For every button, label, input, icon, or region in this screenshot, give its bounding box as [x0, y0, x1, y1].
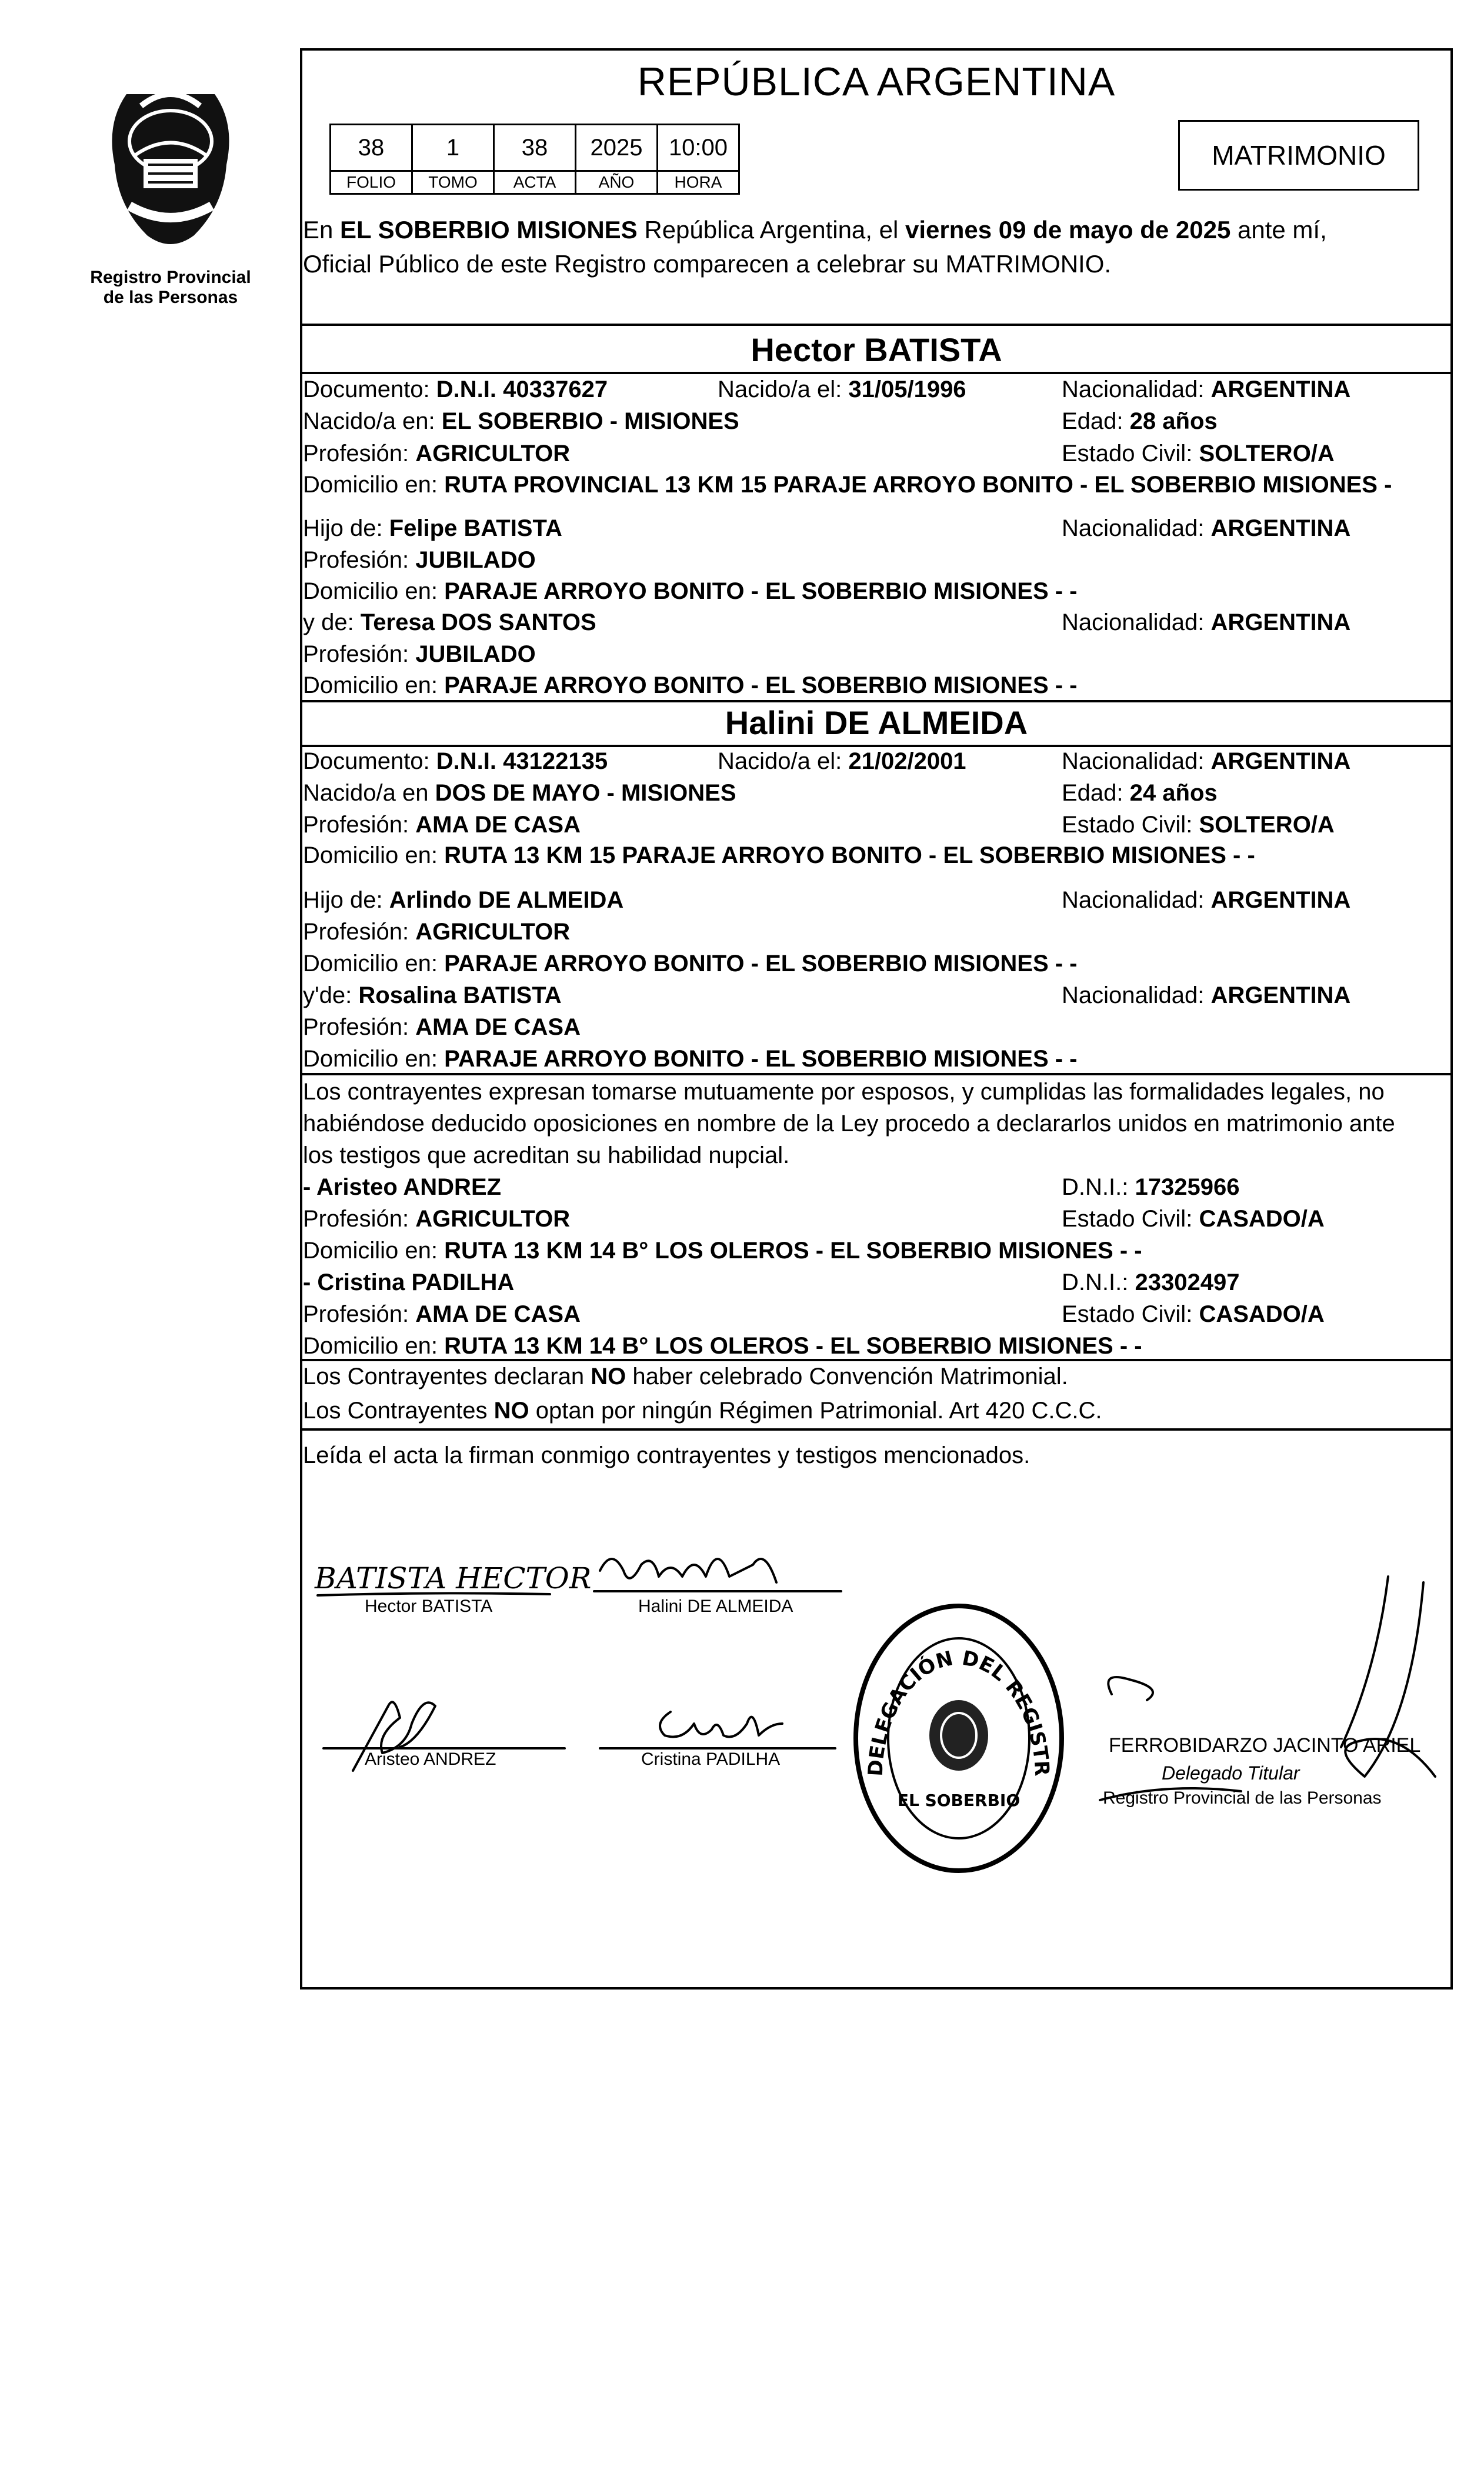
spouse2-born: Nacido/a el: 21/02/2001: [718, 748, 966, 774]
spouse2-birthplace: Nacido/a en DOS DE MAYO - MISIONES: [303, 780, 736, 806]
spouse1-profession: Profesión: AGRICULTOR: [303, 441, 571, 466]
spouse1-father-profession: Profesión: JUBILADO: [303, 547, 536, 573]
witness2-dni: D.N.I.: 23302497: [1062, 1269, 1240, 1295]
witness2-address: Domicilio en: RUTA 13 KM 14 B° LOS OLEROS - EL SOBERBIO MISIONES - -: [303, 1333, 1142, 1359]
spouse1-name: Hector BATISTA: [751, 331, 1002, 368]
spouse2-profession: Profesión: AMA DE CASA: [303, 812, 581, 838]
spouse1-mother-profession: Profesión: JUBILADO: [303, 641, 536, 667]
spouse2-father-profession: Profesión: AGRICULTOR: [303, 919, 571, 945]
witness2-profession: Profesión: AMA DE CASA: [303, 1301, 581, 1327]
official-seal-stamp: [847, 1600, 1071, 1877]
signature-label-aristeo: Aristeo ANDREZ: [365, 1749, 496, 1769]
intro-line-2: Oficial Público de este Registro comparecen a celebrar su MATRIMONIO.: [303, 250, 1112, 278]
spouse2-age: Edad: 24 años: [1062, 780, 1218, 806]
regime-line-2: Los Contrayentes NO optan por ningún Régimen Patrimonial. Art 420 C.C.C.: [303, 1398, 1102, 1424]
signature-label-halini: Halini DE ALMEIDA: [638, 1597, 793, 1616]
anio-value: 2025: [576, 125, 658, 171]
witness1-address: Domicilio en: RUTA 13 KM 14 B° LOS OLEROS - EL SOBERBIO MISIONES - -: [303, 1238, 1142, 1264]
ceremony-line-1: Los contrayentes expresan tomarse mutuamente por esposos, y cumplidas las formalidades legales, no: [303, 1079, 1385, 1105]
page-title: REPÚBLICA ARGENTINA: [637, 59, 1116, 104]
spouse1-mother-nationality: Nacionalidad: ARGENTINA: [1062, 609, 1351, 635]
tomo-value: 1: [412, 125, 494, 171]
divider: [300, 1428, 1453, 1431]
divider: [300, 324, 1453, 326]
spouse1-doc: Documento: D.N.I. 40337627: [303, 376, 608, 402]
svg-text:EL SOBERBIO: EL SOBERBIO: [897, 1791, 1021, 1810]
witness2-civil-status: Estado Civil: CASADO/A: [1062, 1301, 1325, 1327]
spouse2-mother-profession: Profesión: AMA DE CASA: [303, 1014, 581, 1040]
divider: [300, 1073, 1453, 1075]
spouse2-doc: Documento: D.N.I. 43122135: [303, 748, 608, 774]
hora-label: HORA: [658, 171, 739, 194]
closing-text: Leída el acta la firman conmigo contrayentes y testigos mencionados.: [303, 1442, 1031, 1468]
signature-label-cristina: Cristina PADILHA: [641, 1749, 781, 1769]
spouse2-father-address: Domicilio en: PARAJE ARROYO BONITO - EL SOBERBIO MISIONES - -: [303, 951, 1078, 977]
record-number-table: [329, 124, 740, 195]
act-type-box: MATRIMONIO: [1178, 120, 1419, 191]
official-seal: [847, 1600, 1071, 1880]
spouse2-civil-status: Estado Civil: SOLTERO/A: [1062, 812, 1335, 838]
spouse2-name: Halini DE ALMEIDA: [725, 704, 1028, 741]
hora-value: 10:00: [658, 125, 739, 171]
spouse1-birthplace: Nacido/a en: EL SOBERBIO - MISIONES: [303, 408, 739, 434]
spouse1-father: Hijo de: Felipe BATISTA: [303, 515, 562, 541]
ceremony-line-3: los testigos que acreditan su habilidad nupcial.: [303, 1142, 790, 1168]
registry-logo: [82, 71, 259, 308]
anio-label: AÑO: [576, 171, 658, 194]
spouse1-nationality: Nacionalidad: ARGENTINA: [1062, 376, 1351, 402]
acta-label: ACTA: [494, 171, 576, 194]
divider: [300, 700, 1453, 702]
spouse1-civil-status: Estado Civil: SOLTERO/A: [1062, 441, 1335, 466]
witness1-name: - Aristeo ANDREZ: [303, 1174, 502, 1200]
official-name: FERROBIDARZO JACINTO ARIEL: [1109, 1734, 1421, 1757]
spouse1-age: Edad: 28 años: [1062, 408, 1218, 434]
signature-halini-drawing: [588, 1535, 847, 1600]
regime-line-1: Los Contrayentes declaran NO haber celebrado Convención Matrimonial.: [303, 1364, 1068, 1389]
folio-label: FOLIO: [331, 171, 412, 194]
svg-text:DELEGACIÓN DEL REGISTRO PROVIN: DELEGACIÓN DEL REGISTR: [863, 1646, 1054, 1777]
spouse1-mother: y de: Teresa DOS SANTOS: [303, 609, 596, 635]
signature-hector-drawing: [315, 1553, 592, 1600]
tomo-label: TOMO: [412, 171, 494, 194]
spouse1-father-address: Domicilio en: PARAJE ARROYO BONITO - EL SOBERBIO MISIONES - -: [303, 578, 1078, 604]
official-organization: Registro Provincial de las Personas: [1103, 1788, 1382, 1808]
ceremony-line-2: habiéndose deducido oposiciones en nombre de la Ley procedo a declararlos unidos en matrimonio ante: [303, 1111, 1395, 1137]
misiones-emblem-icon: [82, 71, 259, 265]
folio-value: 38: [331, 125, 412, 171]
witness1-civil-status: Estado Civil: CASADO/A: [1062, 1206, 1325, 1232]
spouse1-born: Nacido/a el: 31/05/1996: [718, 376, 966, 402]
spouse1-father-nationality: Nacionalidad: ARGENTINA: [1062, 515, 1351, 541]
intro-paragraph: [303, 213, 1450, 281]
svg-text:BATISTA HECTOR: BATISTA HECTOR: [315, 1561, 592, 1595]
witness2-name: - Cristina PADILHA: [303, 1269, 515, 1295]
spouse2-father: Hijo de: Arlindo DE ALMEIDA: [303, 887, 624, 913]
signature-official: [1094, 1553, 1447, 1827]
signature-label-hector: Hector BATISTA: [365, 1597, 493, 1616]
spouse2-nationality: Nacionalidad: ARGENTINA: [1062, 748, 1351, 774]
witness1-profession: Profesión: AGRICULTOR: [303, 1206, 571, 1232]
spouse2-mother-address: Domicilio en: PARAJE ARROYO BONITO - EL SOBERBIO MISIONES - -: [303, 1046, 1078, 1072]
spouse2-father-nationality: Nacionalidad: ARGENTINA: [1062, 887, 1351, 913]
signature-halini: [588, 1535, 847, 1603]
official-title: Delegado Titular: [1162, 1762, 1300, 1784]
intro-line-1: En EL SOBERBIO MISIONES República Argentina, el viernes 09 de mayo de 2025 ante mí,: [303, 216, 1327, 244]
spouse2-mother-nationality: Nacionalidad: ARGENTINA: [1062, 982, 1351, 1008]
spouse1-mother-address: Domicilio en: PARAJE ARROYO BONITO - EL SOBERBIO MISIONES - -: [303, 672, 1078, 698]
spouse1-address: Domicilio en: RUTA PROVINCIAL 13 KM 15 PARAJE ARROYO BONITO - EL SOBERBIO MISIONES -: [303, 472, 1392, 498]
acta-value: 38: [494, 125, 576, 171]
signature-hector: [315, 1553, 592, 1603]
witness1-dni: D.N.I.: 17325966: [1062, 1174, 1240, 1200]
spouse2-mother: y'de: Rosalina BATISTA: [303, 982, 562, 1008]
spouse2-address: Domicilio en: RUTA 13 KM 15 PARAJE ARROYO BONITO - EL SOBERBIO MISIONES - -: [303, 842, 1255, 868]
logo-caption: Registro Provincial de las Personas: [90, 268, 251, 307]
